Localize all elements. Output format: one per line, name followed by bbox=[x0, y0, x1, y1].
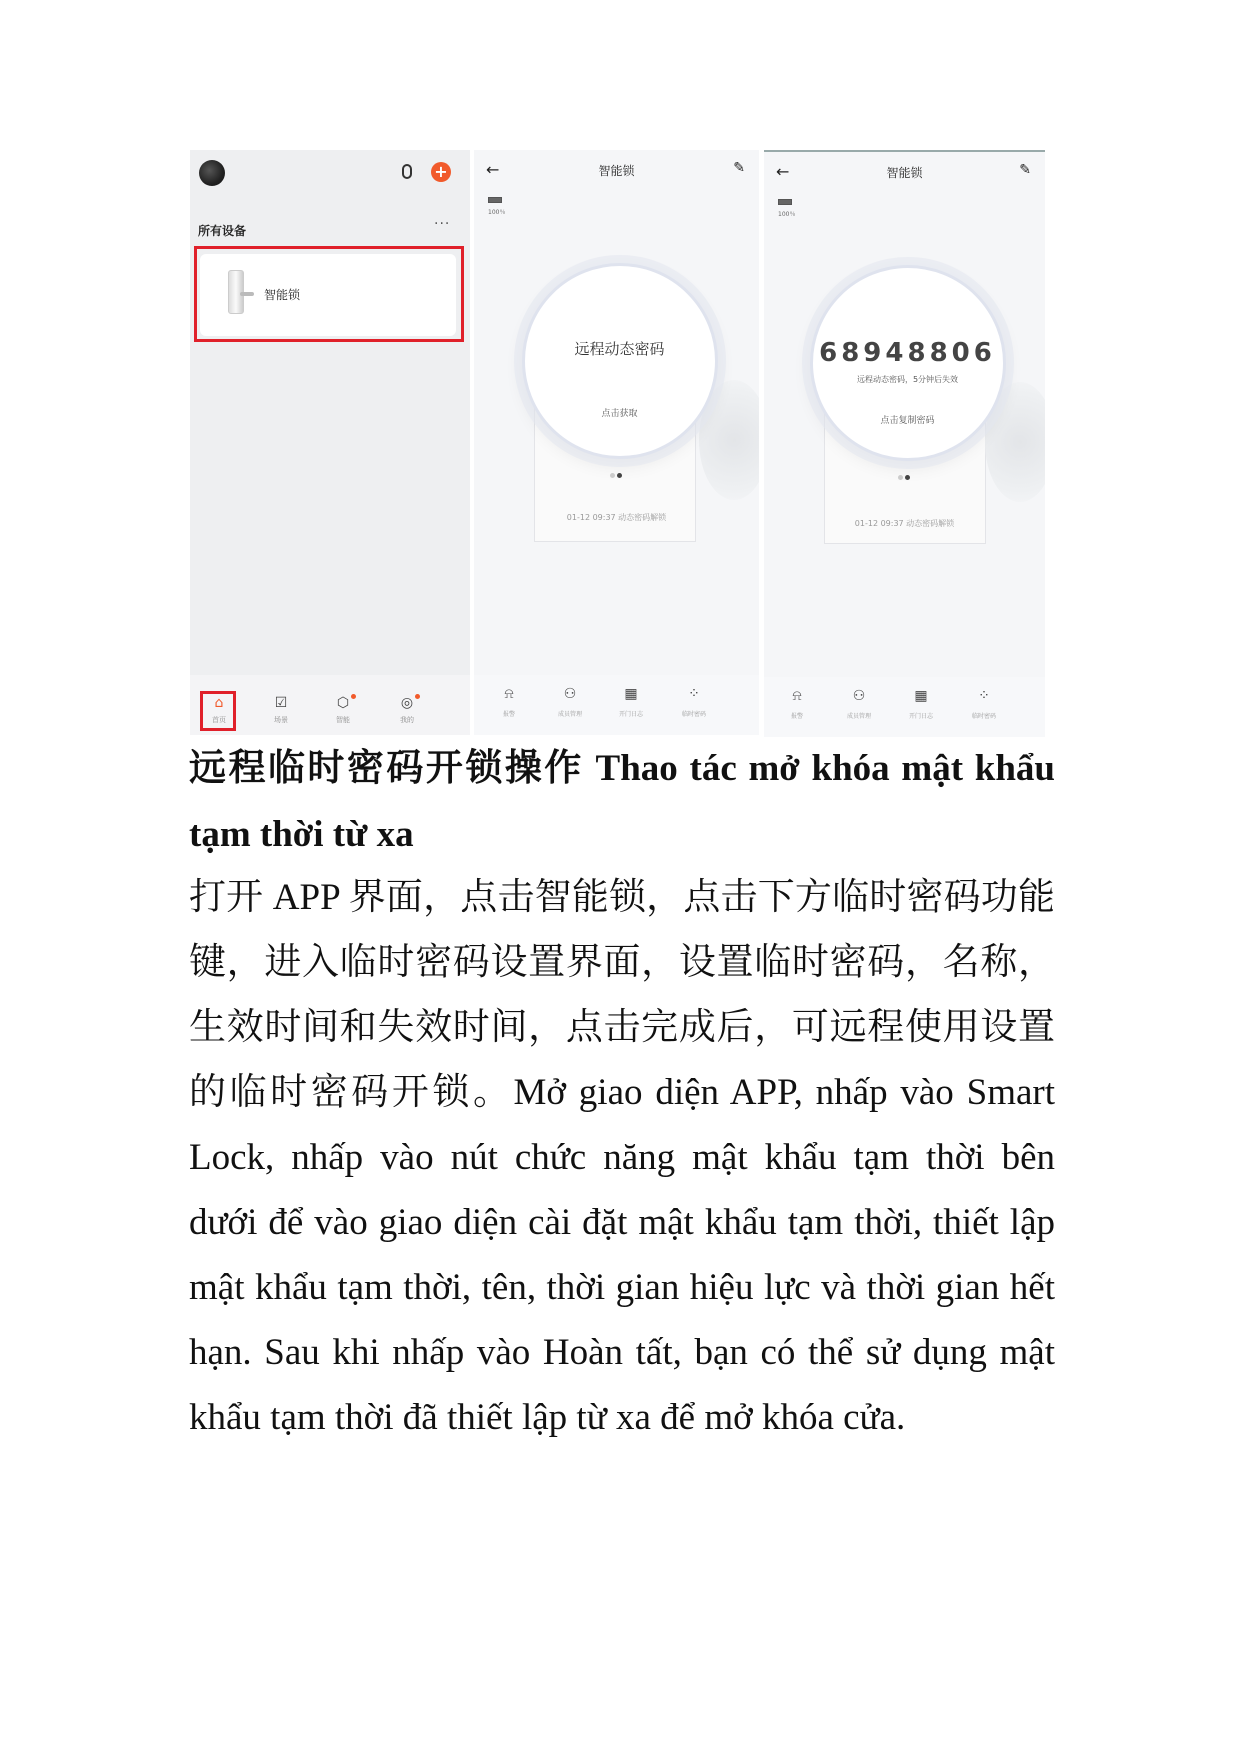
app-screenshots bbox=[190, 150, 1045, 735]
func-log[interactable] bbox=[891, 687, 951, 720]
func-alarm-label: 报警 bbox=[790, 713, 803, 720]
bottom-tab-bar bbox=[190, 675, 470, 735]
highlight-box-device bbox=[194, 246, 464, 342]
edit-icon[interactable]: ✎ bbox=[733, 160, 745, 176]
page-title: 智能锁 bbox=[886, 166, 923, 180]
microphone-icon[interactable] bbox=[402, 164, 412, 179]
section-heading: 远程临时密码开锁操作 Thao tác mở khóa mật khẩu tạm thời từ xa bbox=[189, 748, 1055, 855]
tab-scenes[interactable] bbox=[256, 695, 306, 725]
lock-screen-before bbox=[474, 150, 759, 735]
func-members[interactable] bbox=[829, 687, 889, 720]
top-bar bbox=[764, 152, 1045, 192]
get-password-button[interactable]: 点击获取 bbox=[601, 409, 638, 419]
calendar-icon: ▦ bbox=[624, 686, 638, 702]
battery-icon bbox=[488, 197, 502, 203]
page-indicator bbox=[897, 465, 911, 484]
copy-password-button[interactable]: 点击复制密码 bbox=[880, 416, 935, 426]
alarm-icon: ⍾ bbox=[792, 688, 802, 704]
calendar-icon: ▦ bbox=[914, 688, 928, 704]
edit-icon[interactable]: ✎ bbox=[1019, 162, 1031, 178]
func-members-label: 成员管理 bbox=[557, 711, 582, 718]
more-icon[interactable]: ··· bbox=[434, 216, 451, 232]
tab-me[interactable] bbox=[382, 695, 432, 725]
func-log-label: 开门日志 bbox=[618, 711, 643, 718]
alarm-icon: ⍾ bbox=[504, 686, 514, 702]
battery-percent: 100％ bbox=[778, 211, 796, 218]
keypad-icon: ⁘ bbox=[688, 686, 700, 702]
back-arrow-icon[interactable]: ← bbox=[486, 160, 500, 179]
checklist-icon: ☑ bbox=[274, 695, 288, 711]
func-temp-password[interactable] bbox=[954, 687, 1014, 720]
dynamic-code: 68948806 bbox=[819, 338, 996, 368]
dynamic-password-ring[interactable] bbox=[522, 263, 718, 459]
func-alarm[interactable] bbox=[479, 685, 539, 718]
notification-dot bbox=[351, 694, 356, 699]
tab-home-label: 首页 bbox=[212, 716, 226, 724]
back-arrow-icon[interactable]: ← bbox=[776, 162, 790, 181]
highlight-box-home-tab bbox=[200, 691, 236, 731]
tab-smart-label: 智能 bbox=[336, 716, 350, 724]
func-temp-password-label: 临时密码 bbox=[681, 711, 706, 718]
page-title: 智能锁 bbox=[598, 164, 635, 178]
all-devices-title: 所有设备 bbox=[198, 224, 247, 238]
instruction-paragraph: 打开 APP 界面，点击智能锁，点击下方临时密码功能键，进入临时密码设置界面，设置临时密码，名称，生效时间和失效时间，点击完成后，可远程使用设置的临时密码开锁。Mở giao diện APP, nhấp vào Smart Lock, nhấp vào nút chức năng mật khẩu tạm thời bên dưới để vào giao diện cài đặt mật khẩu tạm thời, thiết lập mật khẩu tạm thời, tên, thời gian hiệu lực và thời gian hết hạn. Sau khi nhấp vào Hoàn tất, bạn có thể sử dụng mật khẩu tạm thời đã thiết lập từ xa để mở khóa cửa. bbox=[189, 877, 1055, 1438]
home-icon: ⌂ bbox=[214, 695, 224, 711]
cube-icon: ⬡ bbox=[336, 695, 350, 711]
avatar[interactable] bbox=[199, 160, 225, 186]
battery-percent: 100％ bbox=[488, 209, 506, 216]
device-name: 智能锁 bbox=[264, 288, 301, 302]
tab-me-label: 我的 bbox=[400, 716, 414, 724]
func-alarm-label: 报警 bbox=[502, 711, 515, 718]
home-screen bbox=[190, 150, 470, 735]
members-icon: ⚇ bbox=[563, 686, 577, 702]
func-members-label: 成员管理 bbox=[846, 713, 871, 720]
func-log[interactable] bbox=[601, 685, 661, 718]
function-bar bbox=[474, 675, 759, 735]
func-alarm[interactable] bbox=[767, 687, 827, 720]
ring-title: 远程动态密码 bbox=[574, 340, 665, 358]
lock-screen-after bbox=[764, 150, 1045, 737]
func-members[interactable] bbox=[540, 685, 600, 718]
tab-scenes-label: 场景 bbox=[274, 716, 288, 724]
func-log-label: 开门日志 bbox=[908, 713, 933, 720]
unlock-log-entry: 01-12 09:37 动态密码解锁 bbox=[566, 513, 667, 522]
function-bar bbox=[764, 677, 1045, 737]
members-icon: ⚇ bbox=[852, 688, 866, 704]
battery-icon bbox=[778, 199, 792, 205]
func-temp-password[interactable] bbox=[664, 685, 724, 718]
unlock-log-entry: 01-12 09:37 动态密码解锁 bbox=[854, 519, 955, 528]
notification-dot bbox=[415, 694, 420, 699]
func-temp-password-label: 临时密码 bbox=[971, 713, 996, 720]
top-bar bbox=[474, 150, 759, 190]
page-indicator bbox=[609, 463, 623, 482]
keypad-icon: ⁘ bbox=[978, 688, 990, 704]
code-expiry-note: 远程动态密码，5分钟后失效 bbox=[856, 375, 959, 384]
user-icon: ◎ bbox=[400, 695, 414, 711]
dynamic-password-ring[interactable] bbox=[810, 265, 1006, 461]
plus-icon[interactable]: + bbox=[431, 162, 451, 182]
tab-smart[interactable] bbox=[318, 695, 368, 725]
